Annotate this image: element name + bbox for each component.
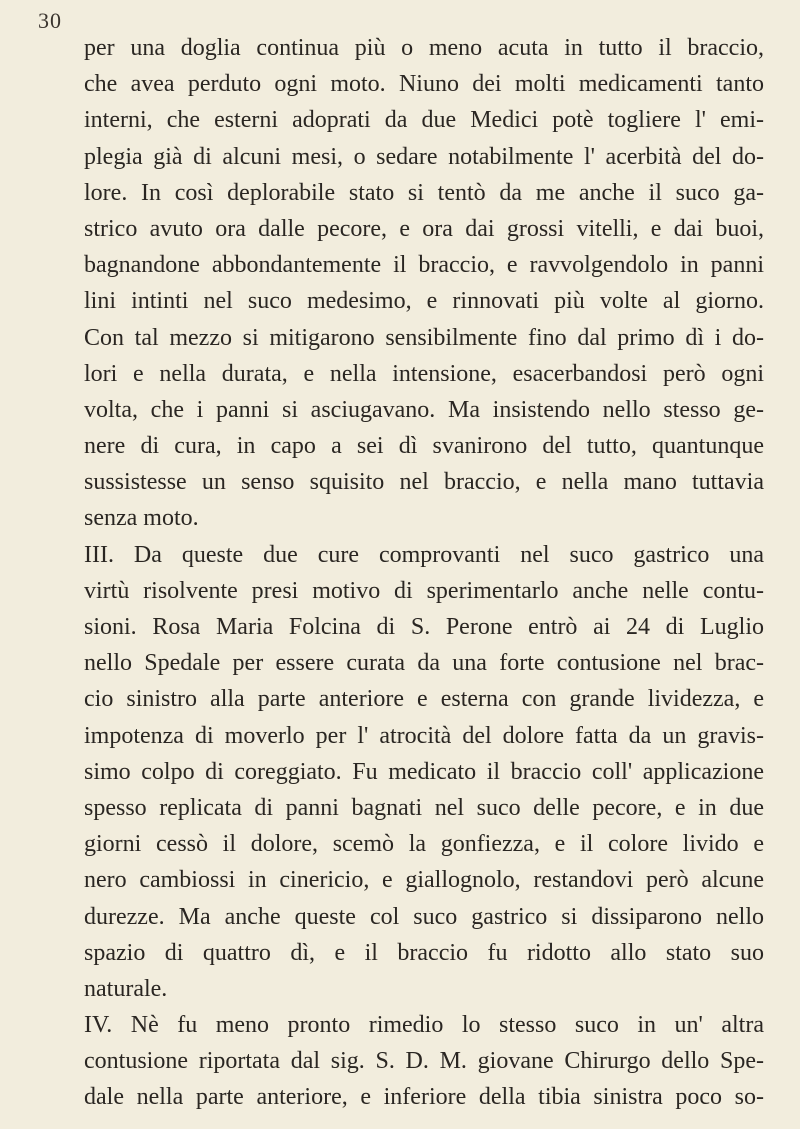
text-line: interni, che esterni adoprati da due Medici potè togliere l' emi- [84,107,764,134]
text-line: durezze. Ma anche queste col suco gastrico si dissiparono nello [84,903,764,930]
text-line: IV. Nè fu meno pronto rimedio lo stesso suco in un' altra [84,1012,764,1039]
text-line: bagnandone abbondantemente il braccio, e ravvolgendolo in panni [84,252,764,279]
page-number: 30 [38,8,62,33]
text-line: volta, che i panni si asciugavano. Ma insistendo nello stesso ge- [84,396,764,423]
text-line: contusione riportata dal sig. S. D. M. giovane Chirurgo dello Spe- [84,1048,764,1075]
text-line: spesso replicata di panni bagnati nel suco delle pecore, e in due [84,794,764,821]
text-line: sussistesse un senso squisito nel braccio, e nella mano tuttavia [84,469,764,496]
text-line: senza moto. [84,505,199,532]
text-line: spazio di quattro dì, e il braccio fu ridotto allo stato suo [84,939,764,966]
text-line: giorni cessò il dolore, scemò la gonfiezza, e il colore livido e [84,831,764,858]
text-line: lore. In così deplorabile stato si tentò da me anche il suco ga- [84,179,764,206]
text-line: strico avuto ora dalle pecore, e ora dai grossi vitelli, e dai buoi, [84,215,764,242]
text-line: virtù risolvente presi motivo di sperimentarlo anche nelle contu- [84,577,764,604]
text-line: III. Da queste due cure comprovanti nel suco gastrico una [84,541,764,568]
text-line: lori e nella durata, e nella intensione, esacerbandosi però ogni [84,360,764,387]
text-line: nero cambiossi in cinericio, e giallognolo, restandovi però alcune [84,867,764,894]
text-line: dale nella parte anteriore, e inferiore della tibia sinistra poco so- [84,1084,764,1111]
text-line: sioni. Rosa Maria Folcina di S. Perone entrò ai 24 di Luglio [84,614,764,640]
body-text [84,30,764,1116]
text-line: Con tal mezzo si mitigarono sensibilmente fino dal primo dì i do- [84,324,764,351]
text-line: nello Spedale per essere curata da una forte contusione nel brac- [84,650,764,677]
text-line: simo colpo di coreggiato. Fu medicato il braccio coll' applicazione [84,758,764,785]
text-line: nere di cura, in capo a sei dì svanirono del tutto, quantunque [84,433,764,460]
text-line: per una doglia continua più o meno acuta in tutto il braccio, [84,35,764,61]
text-line: lini intinti nel suco medesimo, e rinnovati più volte al giorno. [84,288,764,315]
text-line: plegia già di alcuni mesi, o sedare notabilmente l' acerbità del do- [84,143,764,170]
text-line: che avea perduto ogni moto. Niuno dei molti medicamenti tanto [84,71,764,98]
text-line: naturale. [84,975,168,1002]
text-line: cio sinistro alla parte anteriore e esterna con grande lividezza, e [84,686,764,713]
text-line: impotenza di moverlo per l' atrocità del dolore fatta da un gravis- [84,722,764,749]
